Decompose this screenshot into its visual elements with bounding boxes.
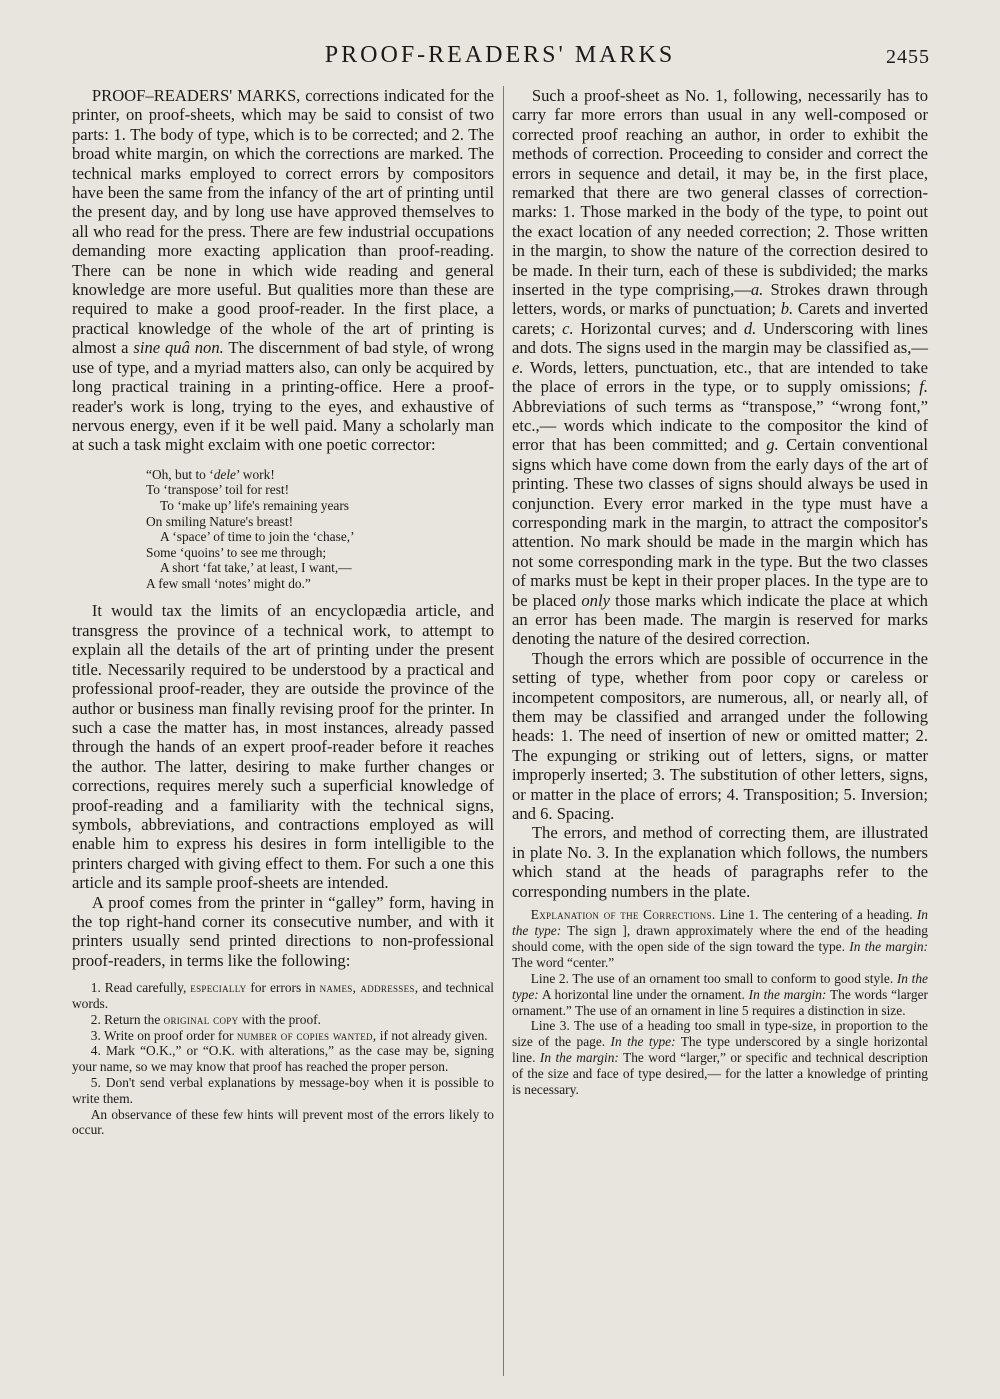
column-divider: [503, 86, 504, 1376]
right-column: [512, 86, 928, 1098]
explanation-line-1: Explanation of the Corrections. Line 1. The centering of a heading. In the type: The sign ], drawn approximately where the end of the heading should come, with the open side of the sign toward the type. In the margin: The word “center.”: [512, 907, 929, 970]
intro-text-rest: The discernment of bad style, of wrong use of type, and a myriad matters also, can only be acquired by long practical training in a printing-office. Here a proof-reader's work is long, trying to the eyes, and exhaustive of nervous energy, even if it be well paid. Many a scholarly man at such a task might exclaim with one poetic corrector:: [72, 338, 494, 455]
explanation-section: [512, 907, 928, 1098]
page-title: PROOF-READERS' MARKS: [324, 42, 676, 68]
page-number: 2455: [886, 46, 930, 68]
direction-item: 5. Don't send verbal explanations by message-boy when it is possible to write them.: [72, 1074, 494, 1106]
direction-item: An observance of these few hints will prevent most of the errors likely to occur.: [72, 1106, 494, 1138]
paragraph: A proof comes from the printer in “galley” form, having in the top right-hand corner its consecutive number, and with it printers usually send printed directions to non-professional proof-readers, in terms like the following:: [72, 892, 494, 970]
paragraph: Such a proof-sheet as No. 1, following, necessarily has to carry far more errors than usual in any well-composed or corrected proof reaching an author, in order to exhibit the methods of correction. Proceeding to consider and correct the errors in sequence and detail, it may be, in the first place, remarked that there are two general classes of correction-marks: 1. Those marked in the body of the type, to point out the exact location of any needed correction; 2. Those written in the margin, to show the nature of the correction desired to be made. In their turn, each of these is subdivided; the marks inserted in the type comprising,—a. Strokes drawn through letters, words, or marks of punctuation; b. Carets and inverted carets; c. Horizontal curves; and d. Underscoring with lines and dots. The signs used in the margin may be classified as,— e. Words, letters, punctuation, etc., that are intended to take the place of errors in the type, or to supply omissions; f. Abbreviations of such terms as “transpose,” “wrong font,” etc.,— words which indicate to the compositor the kind of error that has been committed; and g. Certain conventional signs which have come down from the early days of the art of printing. These two classes of signs should always be used in conjunction. Every error marked in the type must have a corresponding mark in the margin, to attract the compositor's attention. No mark should be made in the margin which has not some corresponding mark in the type. But the two classes of marks must be kept in their proper places. In the type are to be placed only those marks which indicate the place at which an error has been made. The margin is reserved for marks denoting the nature of the desired correction.: [512, 86, 928, 649]
poem: [146, 467, 494, 592]
poem-line: On smiling Nature's breast!: [146, 513, 294, 529]
direction-item: 3. Write on proof order for number of copies wanted, if not already given.: [90, 1027, 488, 1043]
explanation-line-3: Line 3. The use of a heading too small in type-size, in proportion to the size of the page. In the type: The type underscored by a single horizontal line. In the margin: The word “larger,” or specific and technical description of the size and face of type desired,— for the latter a knowledge of printing is necessary.: [512, 1018, 928, 1098]
paragraph: Though the errors which are possible of occurrence in the setting of type, whether from poor copy or careless or incompetent compositors, are numerous, all, or nearly all, of them may be classified and arranged under the following heads: 1. The need of insertion of new or omitted matter; 2. The expunging or striking out of letters, signs, or matter improperly inserted; 3. The substitution of other letters, signs, or matter in the place of errors; 4. Transposition; 5. Inversion; and 6. Spacing.: [512, 648, 928, 824]
intro-text: PROOF–READERS' MARKS, corrections indicated for the printer, on proof-sheets, which may be said to consist of two parts: 1. The body of type, which is to be corrected; and 2. The broad white margin, on which the corrections are marked. The technical marks employed to correct errors by compositors have been the same from the infancy of the art of printing until the present day, and by long use have approved themselves to all who read for the press. There are few industrial occupations demanding more exacting application than proof-reading. There can be none in which wide reading and general knowledge are more useful. But qualities more than these are required to make a good proof-reader. In the first place, a practical knowledge of the whole of the art of printing is almost a: [72, 86, 494, 358]
paragraph: It would tax the limits of an encyclopædia article, and transgress the province of a technical work, to attempt to explain all the details of the art of printing under the present title. Necessarily required to be understood by a practical and professional proof-reader, they are outside the province of the author or business man finally revising proof for the printer. In such a case the matter has, in most instances, already passed through the hands of an expert proof-reader before it reaches the author. The latter, desiring to make further changes or corrections, requires merely such a superficial knowledge of proof-reading and a familiarity with the technical signs, symbols, abbreviations, and contractions employed as will enable him to express his desires in form intelligible to the printers charged with giving effect to them. For such a one this article and its sample proof-sheets are intended.: [72, 601, 494, 893]
poem-line: A few small ‘notes’ might do.”: [146, 575, 311, 591]
direction-item: 4. Mark “O.K.,” or “O.K. with alterations,” as the case may be, signing your name, so we may know that proof has reached the proper person.: [72, 1043, 494, 1075]
printer-directions: [72, 980, 494, 1138]
running-head: [0, 42, 1000, 76]
poem-line: A ‘space’ of time to join the ‘chase,’: [160, 529, 355, 545]
poem-line: Some ‘quoins’ to see me through;: [146, 544, 327, 560]
paragraph: The errors, and method of correcting them, are illustrated in plate No. 3. In the explanation which follows, the numbers which stand at the heads of paragraphs refer to the corresponding numbers in the plate.: [512, 823, 928, 901]
direction-item: 2. Return the original copy with the proof.: [90, 1011, 321, 1027]
poem-line: A short ‘fat take,’ at least, I want,—: [160, 560, 352, 576]
explanation-heading: Explanation of the Corrections.: [530, 907, 716, 923]
poem-line: To ‘make up’ life's remaining years: [160, 497, 349, 513]
direction-item: 1. Read carefully, especially for errors in names, addresses, and technical words.: [72, 980, 494, 1011]
left-column: [72, 86, 494, 1138]
intro-paragraph: [72, 86, 494, 455]
explanation-line-2: Line 2. The use of an ornament too small to conform to good style. In the type: A horizontal line under the ornament. In the margin: The words “larger ornament.” The use of an ornament in line 5 requires a distinction in size.: [512, 970, 928, 1018]
poem-line: To ‘transpose’ toil for rest!: [146, 482, 290, 498]
poem-line: “Oh, but to ‘dele’ work!: [146, 466, 275, 482]
latin-phrase: sine quâ non.: [133, 338, 224, 358]
